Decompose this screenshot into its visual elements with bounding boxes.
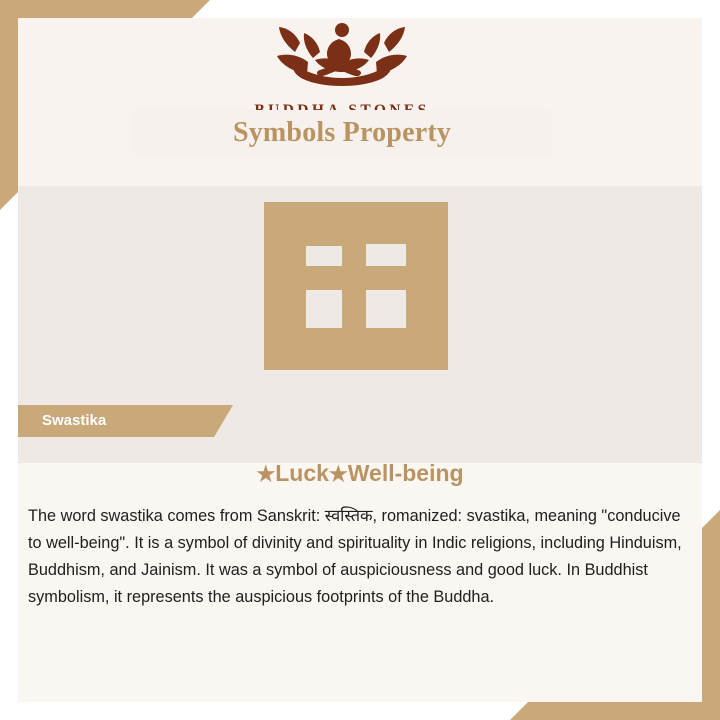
keywords-row bbox=[0, 460, 720, 487]
lotus-meditation-icon bbox=[247, 14, 437, 98]
star-icon-right: ★ bbox=[328, 463, 348, 486]
star-icon-left: ★ bbox=[256, 463, 276, 486]
page-title: Symbols Property bbox=[232, 117, 452, 148]
brand-logo bbox=[0, 14, 684, 120]
swastika-icon bbox=[242, 182, 470, 390]
symbol-name-ribbon bbox=[18, 405, 233, 437]
keyword-wellbeing: Well-being bbox=[347, 460, 464, 486]
title-banner bbox=[133, 110, 551, 156]
symbol-name-label: Swastika bbox=[42, 412, 107, 429]
keyword-luck: Luck bbox=[275, 460, 329, 486]
symbol-illustration bbox=[242, 182, 470, 390]
description-paragraph: The word swastika comes from Sanskrit: स्वस्तिक, romanized: svastika, meaning "conducive to well-being". It is a symbol of divinity and spirituality in Indic religions, including Hinduism, Buddhism, and Jainism. It was a symbol of auspiciousness and good luck. In Buddhist symbolism, it represents the auspicious footprints of the Buddha. bbox=[28, 507, 682, 606]
